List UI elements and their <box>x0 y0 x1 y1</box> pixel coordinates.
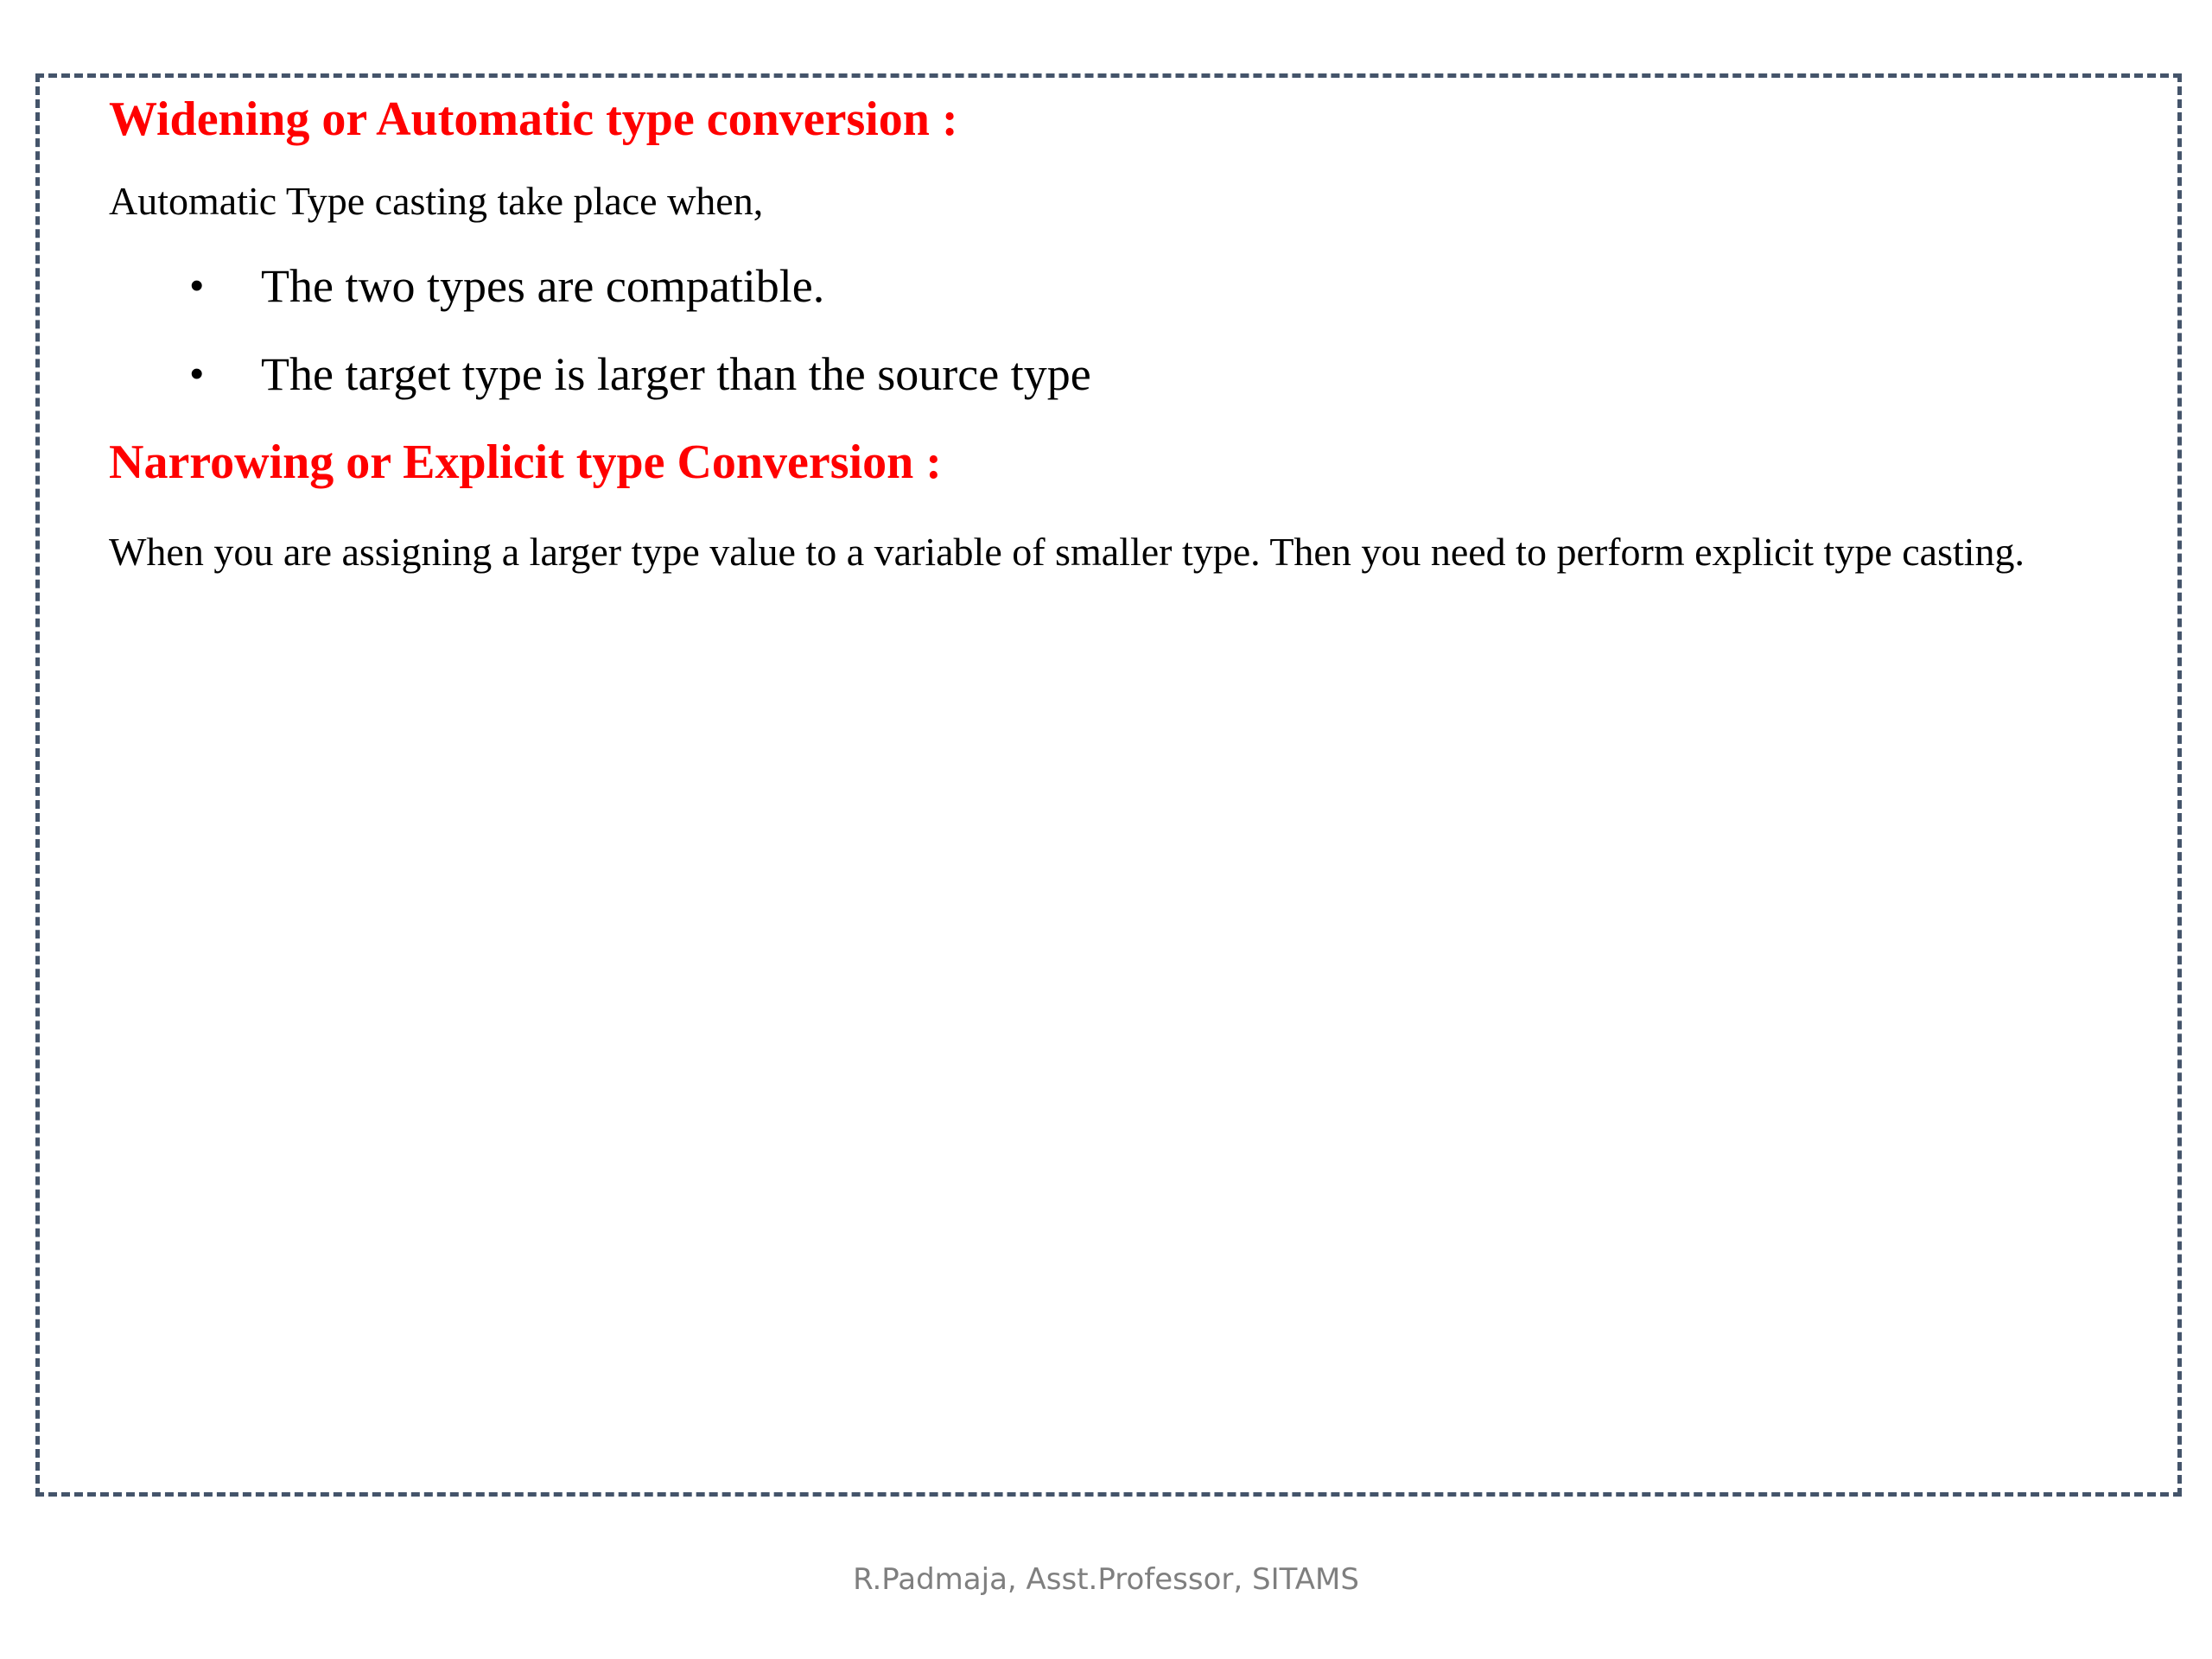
bullet-icon: • <box>190 353 204 395</box>
widening-heading: Widening or Automatic type conversion : <box>109 92 958 146</box>
narrowing-paragraph: When you are assigning a larger type value to a variable of smaller type. Then you need to perform explicit type casting. <box>109 530 2025 574</box>
bullet-text: The target type is larger than the source type <box>261 348 1091 400</box>
content-frame <box>35 73 2182 1497</box>
bullet-icon: • <box>190 264 204 307</box>
narrowing-heading: Narrowing or Explicit type Conversion : <box>109 435 942 489</box>
slide-footer: R.Padmaja, Asst.Professor, SITAMS <box>853 1562 1359 1597</box>
widening-intro: Automatic Type casting take place when, <box>109 179 764 223</box>
bullet-text: The two types are compatible. <box>261 260 825 312</box>
